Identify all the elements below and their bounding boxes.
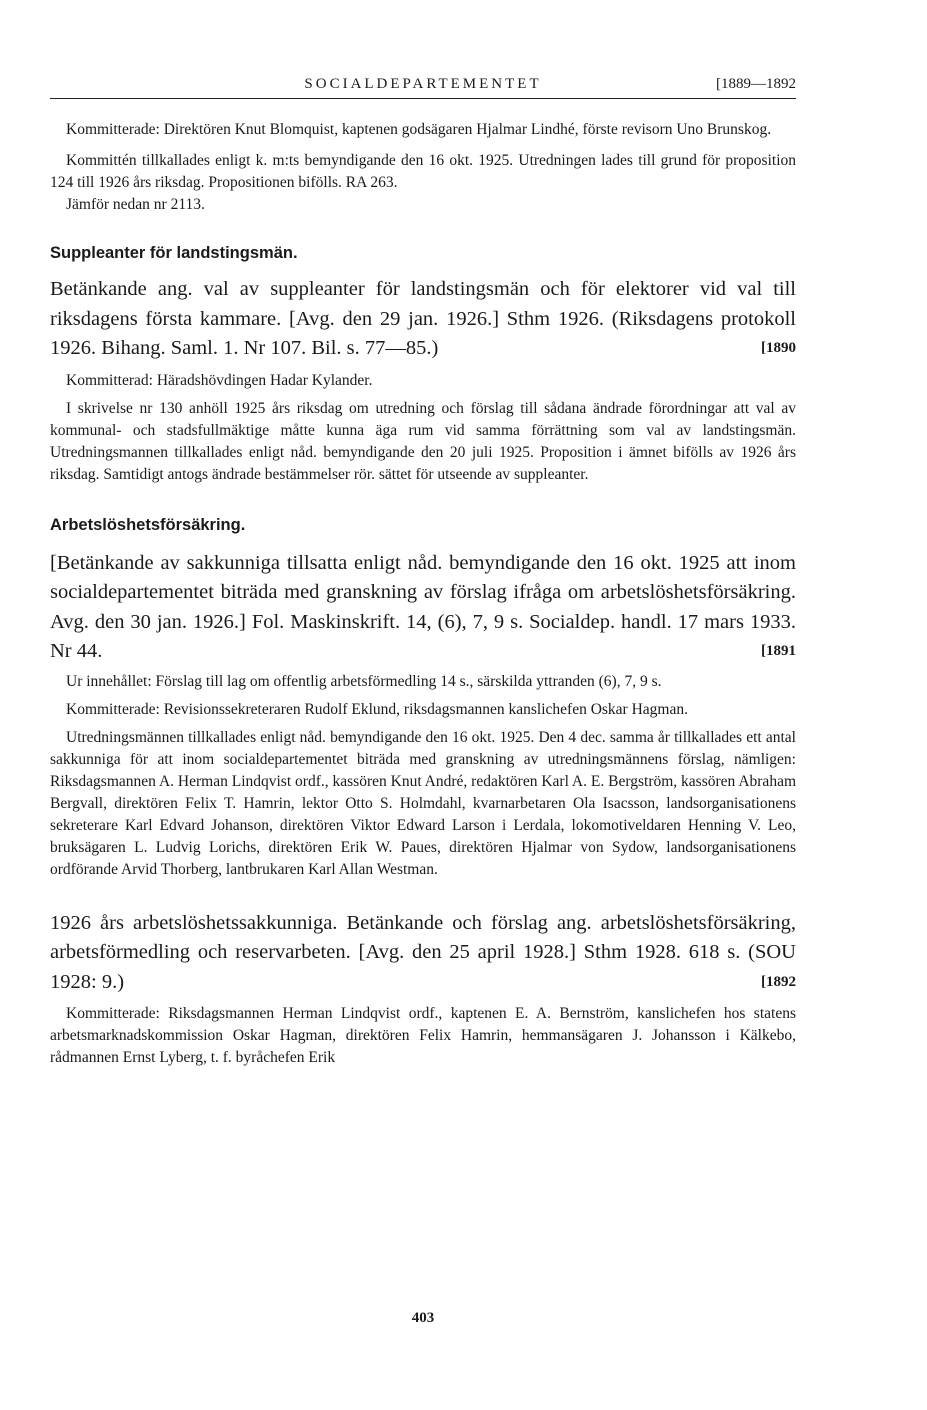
header-title: SOCIALDEPARTEMENTET bbox=[304, 76, 542, 92]
entry-1892-text: 1926 års arbetslöshetssakkunniga. Betänkande och förslag ang. arbetslöshetsförsäkring, arbetsförmedling och reservarbeten. [Avg. den 25 april 1928.] Sthm 1928. 618 s. (SOU 1928: 9.) bbox=[50, 911, 796, 993]
entry-1891-note: Utredningsmännen tillkallades enligt nåd. bemyndigande den 16 okt. 1925. Den 4 dec. samma år tillkallades ett antal sakkunniga för att inom socialdepartementet biträda med granskning av utredningsmännens förslag, nämligen: Riksdagsmannen A. Herman Lindqvist ordf., kassören Knut André, redaktören Karl A. E. Bergström, kassören Abraham Bergvall, direktören Felix T. Hamrin, lektor Otto S. Holmdahl, kvarnarbetaren Ola Isacsson, landsorganisationens sekreterare Karl Edvard Johanson, direktören Viktor Edward Larson i Lerdala, lokomotiveldaren Henning V. Leo, bruksägaren L. Ludvig Lorichs, direktören Erik W. Paues, direktören Hjalmar von Sydow, landsorganisationens ordförande Arvid Thorberg, lantbrukaren Karl Allan Westman. bbox=[50, 728, 796, 878]
entry-1890 bbox=[50, 275, 796, 364]
section-heading-suppleanter: Suppleanter för landstingsmän. bbox=[50, 244, 298, 262]
entry-1890-note: I skrivelse nr 130 anhöll 1925 års riksdag om utredning och förslag till sådana ändrade förordningar att val av kommunal- och stadsfullmäktige måtte kunna äga rum vid samma förrättning som val av landstingsmän. Utredningsmannen tillkallades enligt nåd. bemyndigande den 20 juli 1925. Proposition i ämnet bifölls av 1926 års riksdag. Samtidigt antogs ändrade bestämmelser rör. sättet för utseende av suppleanter. bbox=[50, 399, 796, 483]
entry-1891-committee: Kommitterade: Revisionssekreteraren Rudolf Eklund, riksdagsmannen kanslichefen Oskar Hagman. bbox=[66, 700, 688, 718]
committee-note: Kommittén tillkallades enligt k. m:ts bemyndigande den 16 okt. 1925. Utredningen lades till grund för proposition 124 till 1926 års riksdag. Propositionen bifölls. RA 263. bbox=[50, 152, 796, 191]
document-page bbox=[50, 72, 796, 1326]
entry-1892-number: [1892 bbox=[761, 973, 796, 990]
entry-1891 bbox=[50, 549, 796, 667]
entry-1891-text: [Betänkande av sakkunniga tillsatta enligt nåd. bemyndigande den 16 okt. 1925 att inom socialdepartementet biträda med granskning av förslag ifråga om arbetslöshetsförsäkring. Avg. den 30 jan. 1926.] Fol. Maskinskrift. 14, (6), 7, 9 s. Socialdep. handl. 17 mars 1933. Nr 44. bbox=[50, 551, 796, 662]
entry-1891-contents: Ur innehållet: Förslag till lag om offentlig arbetsförmedling 14 s., särskilda yttranden (6), 7, 9 s. bbox=[66, 672, 662, 690]
header-range: [1889—1892 bbox=[716, 76, 796, 92]
page-number: 403 bbox=[411, 1310, 435, 1326]
entry-1891-number: [1891 bbox=[761, 643, 796, 659]
entry-1892-committee: Kommitterade: Riksdagsmannen Herman Lindqvist ordf., kaptenen E. A. Bernström, kanslichefen hos statens arbetsmarknadskommission Oskar Hagman, direktören Felix Hamrin, hemmansägaren J. Johansson i Kälkebo, rådmannen Ernst Lyberg, t. f. byråchefen Erik bbox=[50, 1005, 796, 1066]
committee-members: Kommitterade: Direktören Knut Blomquist, kaptenen godsägaren Hjalmar Lindhé, förste revisorn Uno Brunskog. bbox=[66, 121, 772, 138]
entry-1890-committee: Kommitterad: Häradshövdingen Hadar Kylander. bbox=[66, 371, 373, 389]
entry-1890-text: Betänkande ang. val av suppleanter för landstingsmän och för elektorer vid val till riksdagens första kammare. [Avg. den 29 jan. 1926.] Sthm 1926. (Riksdagens protokoll 1926. Bihang. Saml. 1. Nr 107. Bil. s. 77—85.) bbox=[50, 278, 796, 359]
entry-1892 bbox=[50, 909, 796, 998]
cross-reference: Jämför nedan nr 2113. bbox=[66, 196, 205, 213]
running-header bbox=[50, 72, 796, 98]
entry-1890-number: [1890 bbox=[761, 340, 796, 356]
section-heading-arbetsloshet: Arbetslöshetsförsäkring. bbox=[50, 515, 246, 534]
